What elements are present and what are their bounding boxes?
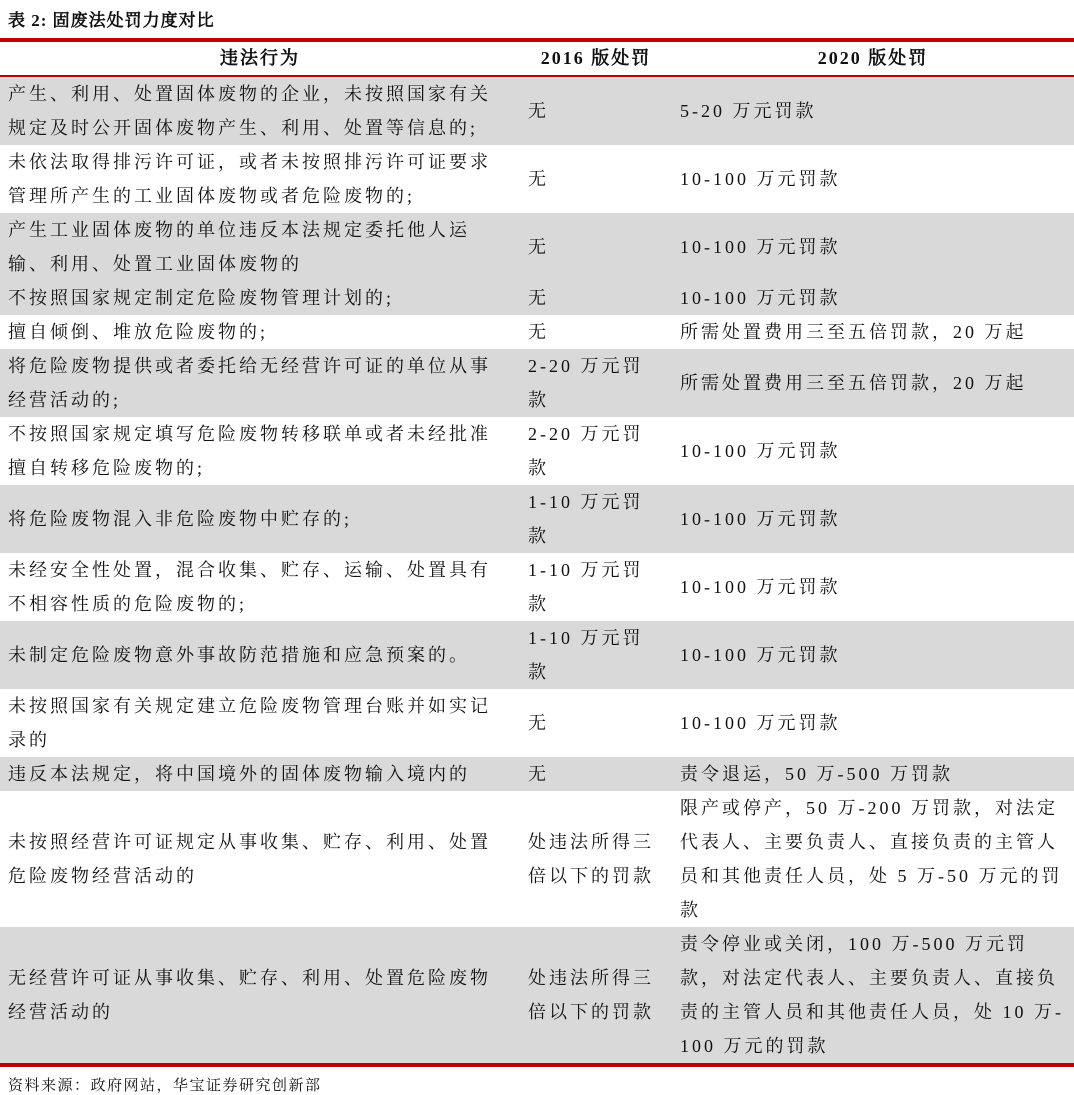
cell-penalty-2016: 处违法所得三倍以下的罚款: [528, 832, 654, 886]
cell-violation: 不按照国家规定填写危险废物转移联单或者未经批准擅自转移危险废物的;: [8, 424, 491, 478]
cell-violation: 产生工业固体废物的单位违反本法规定委托他人运输、利用、处置工业固体废物的: [0, 213, 520, 281]
table-row: [0, 689, 1074, 757]
cell-penalty-2020: 责令退运，50 万-500 万罚款: [672, 757, 1074, 791]
cell-violation: 擅自倾倒、堆放危险废物的;: [8, 322, 268, 342]
cell-penalty-2016: 无: [520, 76, 672, 145]
header-penalty-2016: 2016 版处罚: [520, 40, 672, 76]
cell-violation: 将危险废物提供或者委托给无经营许可证的单位从事经营活动的;: [0, 349, 520, 417]
cell-penalty-2020: 10-100 万元罚款: [680, 169, 841, 189]
cell-penalty-2020: 所需处置费用三至五倍罚款，20 万起: [680, 322, 1027, 342]
cell-penalty-2020: 10-100 万元罚款: [672, 485, 1074, 553]
penalty-comparison-table: [0, 38, 1074, 1067]
cell-penalty-2016: 无: [528, 322, 549, 342]
header-violation: 违法行为: [0, 40, 520, 76]
cell-penalty-2016: 无: [528, 169, 549, 189]
cell-penalty-2016: 2-20 万元罚款: [520, 349, 672, 417]
cell-penalty-2020: 5-20 万元罚款: [672, 76, 1074, 145]
cell-violation: 违反本法规定，将中国境外的固体废物输入境内的: [0, 757, 520, 791]
table-row: [0, 417, 1074, 485]
cell-penalty-2016: 1-10 万元罚款: [528, 560, 644, 614]
cell-penalty-2016: 1-10 万元罚款: [520, 485, 672, 553]
cell-penalty-2020: 10-100 万元罚款: [680, 713, 841, 733]
table-row: [0, 213, 1074, 281]
table-row: [0, 76, 1074, 145]
cell-penalty-2020: 10-100 万元罚款: [672, 621, 1074, 689]
table-row: [0, 757, 1074, 791]
cell-penalty-2020: 所需处置费用三至五倍罚款，20 万起: [672, 349, 1074, 417]
header-row: [0, 40, 1074, 76]
table-row: [0, 621, 1074, 689]
cell-violation: 不按照国家规定制定危险废物管理计划的;: [0, 281, 520, 315]
table-row: [0, 791, 1074, 927]
table-row: [0, 315, 1074, 349]
table-row: [0, 485, 1074, 553]
table-row: [0, 281, 1074, 315]
header-penalty-2020: 2020 版处罚: [672, 40, 1074, 76]
cell-penalty-2020: 限产或停产，50 万-200 万罚款，对法定代表人、主要负责人、直接负责的主管人员和其他责任人员，处 5 万-50 万元的罚款: [680, 798, 1063, 920]
table-body: [0, 76, 1074, 1065]
cell-violation: 未依法取得排污许可证，或者未按照排污许可证要求管理所产生的工业固体废物或者危险废物的;: [8, 152, 491, 206]
cell-violation: 未经安全性处置，混合收集、贮存、运输、处置具有不相容性质的危险废物的;: [8, 560, 491, 614]
table-header: [0, 40, 1074, 76]
source-note: 资料来源：政府网站，华宝证券研究创新部: [8, 1078, 322, 1094]
cell-violation: 未按照经营许可证规定从事收集、贮存、利用、处置危险废物经营活动的: [8, 832, 491, 886]
cell-penalty-2016: 无: [528, 713, 549, 733]
cell-penalty-2020: 10-100 万元罚款: [672, 213, 1074, 281]
cell-penalty-2016: 无: [520, 213, 672, 281]
table-row: [0, 553, 1074, 621]
cell-penalty-2020: 10-100 万元罚款: [680, 577, 841, 597]
table-row: [0, 927, 1074, 1065]
cell-violation: 未按照国家有关规定建立危险废物管理台账并如实记录的: [8, 696, 491, 750]
cell-violation: 无经营许可证从事收集、贮存、利用、处置危险废物经营活动的: [0, 927, 520, 1065]
table-title: 表 2: 固废法处罚力度对比: [8, 11, 215, 30]
cell-penalty-2020: 10-100 万元罚款: [680, 441, 841, 461]
table-row: [0, 349, 1074, 417]
cell-penalty-2016: 无: [520, 281, 672, 315]
cell-violation: 将危险废物混入非危险废物中贮存的;: [0, 485, 520, 553]
cell-penalty-2020: 10-100 万元罚款: [672, 281, 1074, 315]
cell-penalty-2020: 责令停业或关闭，100 万-500 万元罚款，对法定代表人、主要负责人、直接负责的主管人员和其他责任人员，处 10 万-100 万元的罚款: [672, 927, 1074, 1065]
cell-violation: 未制定危险废物意外事故防范措施和应急预案的。: [0, 621, 520, 689]
cell-penalty-2016: 1-10 万元罚款: [520, 621, 672, 689]
cell-penalty-2016: 2-20 万元罚款: [528, 424, 644, 478]
cell-violation: 产生、利用、处置固体废物的企业，未按照国家有关规定及时公开固体废物产生、利用、处置等信息的;: [0, 76, 520, 145]
cell-penalty-2016: 无: [520, 757, 672, 791]
cell-penalty-2016: 处违法所得三倍以下的罚款: [520, 927, 672, 1065]
table-row: [0, 145, 1074, 213]
